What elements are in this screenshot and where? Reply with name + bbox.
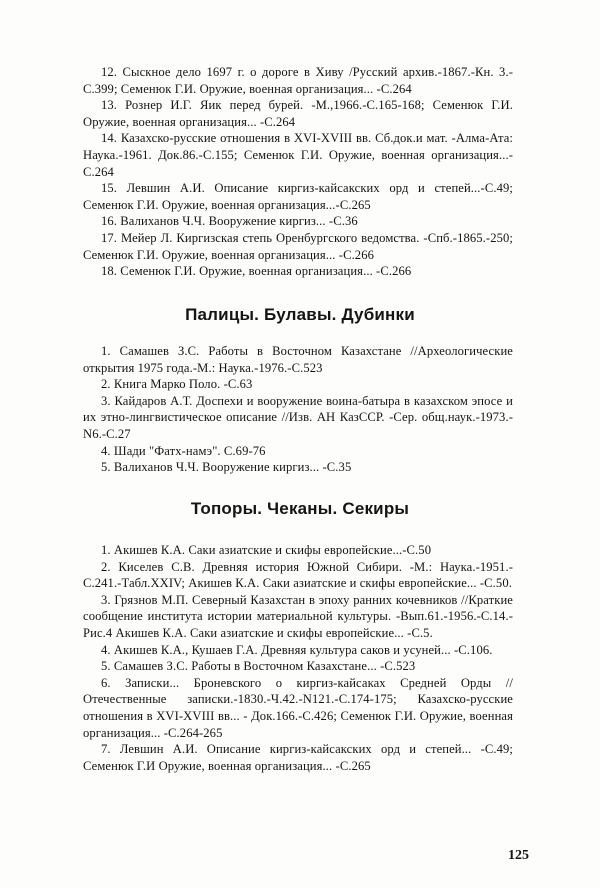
reference-list-maces bbox=[83, 343, 513, 476]
reference-item: 2. Книга Марко Поло. -С.63 bbox=[101, 377, 253, 392]
reference-item: 1. Самашев З.С. Работы в Восточном Казахстане //Археологические открытия 1975 года.-М.: Наука.-1976.-С.523 bbox=[83, 344, 513, 375]
reference-item: 2. Киселев С.В. Древняя история Южной Сибири. -М.: Наука.-1951.-С.241.-Табл.XXIV; Акишев К.А. Саки азиатские и скифы европейские... -С.50. bbox=[83, 559, 513, 591]
reference-item: 18. Семенюк Г.И. Оружие, военная организация... -С.266 bbox=[101, 264, 412, 279]
reference-list-weapons bbox=[83, 64, 513, 280]
reference-item: 17. Мейер Л. Киргизская степь Оренбургского ведомства. -Спб.-1865.-250; Семенюк Г.И. Оружие, военная организация... -С.266 bbox=[83, 230, 513, 262]
reference-item: 7. Левшин А.И. Описание киргиз-кайсакских орд и степей... -С.49; Семенюк Г.И Оружие, военная организация... -С.265 bbox=[83, 742, 513, 773]
reference-item: 16. Валиханов Ч.Ч. Вооружение киргиз... -С.36 bbox=[101, 214, 358, 229]
reference-item: 14. Казахско-русские отношения в XVI-XVIII вв. Сб.док.и мат. -Алма-Ата: Наука.-1961. Док.86.-С.155; Семенюк Г.И. Оружие, военная организация...-С.264 bbox=[83, 131, 513, 179]
reference-item: 15. Левшин А.И. Описание киргиз-кайсакских орд и степей...-С.49; Семенюк Г.И. Оружие, военная организация...-С.265 bbox=[83, 181, 513, 212]
reference-item: 4. Шади "Фатх-намэ". С.69-76 bbox=[101, 443, 266, 458]
reference-item: 13. Рознер И.Г. Яик перед бурей. -М.,1966.-С.165-168; Семенюк Г.И. Оружие, военная организация... -С.264 bbox=[83, 98, 513, 129]
reference-list-axes bbox=[83, 542, 513, 774]
section-heading-maces: Палицы. Булавы. Дубинки bbox=[185, 305, 415, 324]
reference-item: 4. Акишев К.А., Кушаев Г.А. Древняя культура саков и усуней... -С.106. bbox=[101, 642, 493, 657]
page-number: 125 bbox=[508, 848, 529, 863]
section-heading-axes: Топоры. Чеканы. Секиры bbox=[190, 499, 410, 518]
reference-item: 1. Акишев К.А. Саки азиатские и скифы европейские...-С.50 bbox=[101, 543, 432, 557]
reference-item: 5. Валиханов Ч.Ч. Вооружение киргиз... -С.35 bbox=[101, 460, 352, 475]
reference-item: 3. Грязнов М.П. Северный Казахстан в эпоху ранних кочевников //Краткие сообщение института истории материальной культуры. -Вып.61.-1956.-С.14.-Рис.4 Акишев К.А. Саки азиатские и скифы европейские... -С.5. bbox=[83, 592, 513, 640]
reference-item: 12. Сыскное дело 1697 г. о дороге в Хиву /Русский архив.-1867.-Кн. 3.-С.399; Семенюк Г.И. Оружие, военная организация... -С.264 bbox=[83, 65, 513, 96]
reference-item: 6. Записки... Броневского о киргиз-кайсаках Средней Орды //Отечественные записки.-1830.-Ч.42.-N121.-С.174-175; Казахско-русские отношения в XVI-XVIII вв... - Док.166.-С.426; Семенюк Г.И. Оружие, военная организация... -С.264-265 bbox=[83, 675, 513, 740]
reference-item: 3. Кайдаров А.Т. Доспехи и вооружение воина-батыра в казахском эпосе и их этно-лингвистическое описание //Изв. АН КазССР. -Сер. общ.наук.-1973.-N6.-С.27 bbox=[83, 393, 513, 441]
reference-item: 5. Самашев З.С. Работы в Восточном Казахстане... -С.523 bbox=[101, 659, 416, 674]
